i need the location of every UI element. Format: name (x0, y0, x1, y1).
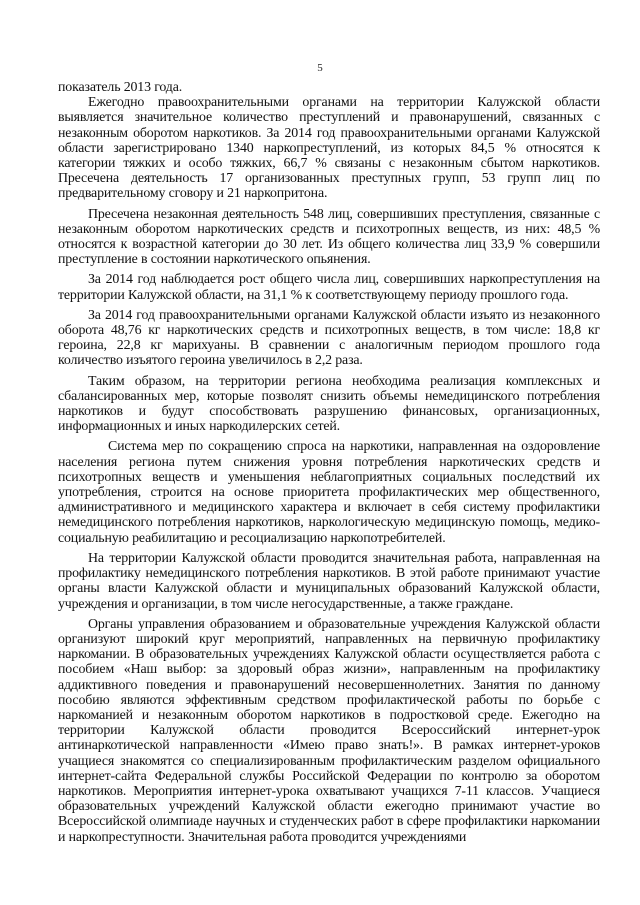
page-number: 5 (317, 62, 323, 74)
paragraph: Ежегодно правоохранительными органами на территории Калужской области выявляется значительное количество преступлений и правонарушений, связанных с незаконным оборотом наркотиков. За 2014 год правоохранительными органами Калужской области зарегистрировано 1340 наркопреступлений, из которых 84,5 % относятся к категории тяжких и особо тяжких, 66,7 % связаны с незаконным сбытом наркотиков. Пресечена деятельность 17 организованных преступных групп, 53 групп лиц по предварительному сговору и 21 наркопритона. (58, 95, 600, 202)
paragraph: показатель 2013 года. (58, 80, 183, 95)
paragraph: Пресечена незаконная деятельность 548 лиц, совершивших преступления, связанные с незаконным оборотом наркотических средств и психотропных веществ, из них: 48,5 % относятся к возрастной категории до 30 лет. Из общего количества лиц 33,9 % совершили преступление в состоянии наркотического опьянения. (58, 206, 600, 268)
paragraph: За 2014 год наблюдается рост общего числа лиц, совершивших наркопреступления на территории Калужской области, на 31,1 % к соответствующему периоду прошлого года. (58, 272, 600, 303)
paragraph: Таким образом, на территории региона необходима реализация комплексных и сбалансированных мер, которые позволят снизить объемы немедицинского потребления наркотиков и будут способствовать разрушению финансовых, организационных, информационных и иных наркодилерских сетей. (58, 373, 600, 435)
paragraph: На территории Калужской области проводится значительная работа, направленная на профилактику немедицинского потребления наркотиков. В этой работе принимают участие органы власти Калужской области и муниципальных образований Калужской области, учреждения и организации, в том числе негосударственные, а также граждане. (58, 550, 600, 612)
document-body (58, 80, 600, 845)
paragraph: Органы управления образованием и образовательные учреждения Калужской области организуют широкий круг мероприятий, направленных на первичную профилактику наркомании. В образовательных учреждениях Калужской области осуществляется работа с пособием «Наш выбор: за здоровый образ жизни», направленным на профилактику аддиктивного поведения и правонарушений несовершеннолетних. Занятия по данному пособию являются эффективным средством профилактической работы по борьбе с наркоманией и незаконным оборотом наркотиков в подростковой среде. Ежегодно на территории Калужской области проводится Всероссийский интернет-урок антинаркотической направленности «Имею право знать!». В рамках интернет-уроков учащиеся знакомятся со специализированным профилактическим разделом официального интернет-сайта Федеральной службы Российской Федерации по контролю за оборотом наркотиков. Мероприятия интернет-урока охватывают учащихся 7-11 классов. Учащиеся образовательных учреждений Калужской области ежегодно принимают участие во Всероссийской олимпиаде научных и студенческих работ в сфере профилактики наркомании и наркопреступности. Значительная работа проводится учреждениями (58, 616, 600, 845)
paragraph: За 2014 год правоохранительными органами Калужской области изъято из незаконного оборота 48,76 кг наркотических средств и психотропных веществ, в том числе: 18,8 кг героина, 22,8 кг марихуаны. В сравнении с аналогичным периодом прошлого года количество изъятого героина увеличилось в 2,2 раза. (58, 307, 600, 369)
paragraph: Система мер по сокращению спроса на наркотики, направленная на оздоровление населения региона путем снижения уровня потребления наркотических средств и психотропных веществ и уменьшения неблагоприятных социальных последствий их употребления, строится на основе приоритета профилактических мер общественного, административного и медицинского характера и включает в себя систему профилактики немедицинского потребления наркотиков, наркологическую медицинскую помощь, медико-социальную реабилитацию и ресоциализацию наркопотребителей. (58, 439, 600, 546)
